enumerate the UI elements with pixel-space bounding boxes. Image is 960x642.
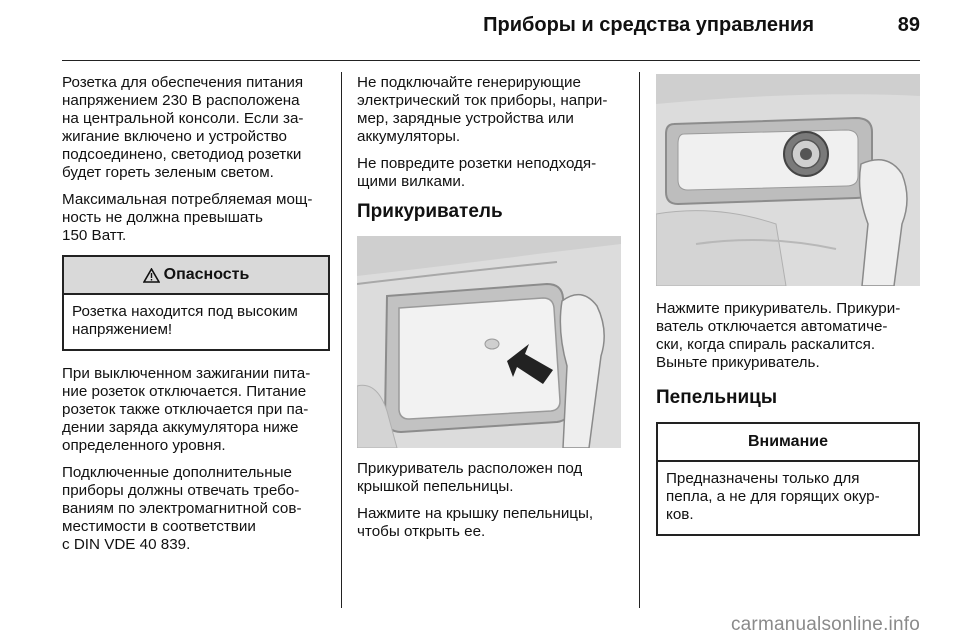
column-3	[656, 74, 920, 550]
page-number: 89	[897, 14, 920, 36]
notice-box	[656, 422, 920, 536]
danger-box-body: Розетка находится под высоким напряжением!	[72, 303, 298, 338]
paragraph-press-lighter: Нажмите прикуриватель. Прикури- ватель отключается автоматиче- ски, когда спираль раскалится. Выньте прикуриватель.	[656, 300, 901, 371]
paragraph-max-power: Максимальная потребляемая мощ- ность не должна превышать 150 Ватт.	[62, 191, 313, 244]
page-header-title: Приборы и средства управления	[483, 14, 814, 36]
danger-box	[62, 255, 330, 351]
column-1	[62, 74, 330, 563]
notice-box-body: Предназначены только для пепла, а не для горящих окур- ков.	[666, 470, 880, 523]
column-2	[357, 74, 625, 550]
notice-box-title: Внимание	[658, 424, 918, 462]
watermark: carmanualsonline.info	[730, 614, 920, 635]
paragraph-socket-off: При выключенном зажигании пита- ние розеток отключается. Питание розеток также отключается при па- дении заряда аккумулятора ниже определенного уровня.	[62, 365, 311, 454]
ashtray-lid-illustration	[357, 236, 621, 448]
column-divider	[341, 72, 342, 608]
heading-lighter: Прикуриватель	[357, 201, 503, 222]
paragraph-open-lid: Нажмите на крышку пепельницы, чтобы открыть ее.	[357, 505, 594, 540]
paragraph-no-generators: Не подключайте генерирующие электрический ток приборы, напри- мер, зарядные устройства или аккумуляторы.	[357, 74, 608, 145]
danger-box-title: Опасность	[163, 266, 250, 283]
paragraph-socket-intro: Розетка для обеспечения питания напряжением 230 В расположена на центральной консоли. Если за- жигание включено и устройство подсоединено, светодиод розетки будет гореть зеленым светом.	[62, 74, 304, 181]
heading-ashtrays: Пепельницы	[656, 387, 778, 408]
column-divider	[639, 72, 640, 608]
paragraph-no-damage: Не повредите розетки неподходя- щими вилками.	[357, 155, 597, 190]
paragraph-emc: Подключенные дополнительные приборы должны отвечать требо- ваниям по электромагнитной сов- местимости в соответствии с DIN VDE 40 839.	[62, 464, 302, 553]
header-divider	[62, 60, 920, 61]
warning-triangle-icon	[143, 268, 160, 283]
paragraph-lighter-location: Прикуриватель расположен под крышкой пепельницы.	[357, 460, 583, 495]
danger-box-header	[64, 257, 328, 295]
cigarette-lighter-illustration	[656, 74, 920, 286]
